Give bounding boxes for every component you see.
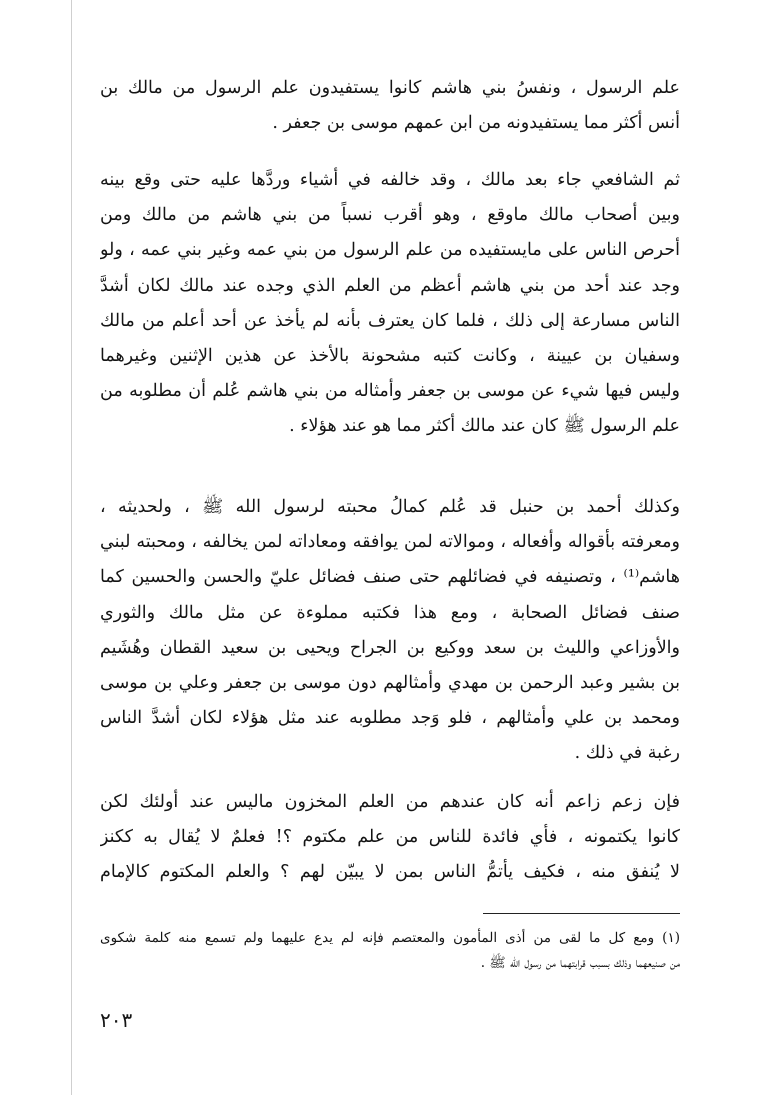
text-line: الناس مسارعة إلى ذلك ، فلما كان يعترف بأنه لم يأخذ عن أحد أعلم من مالك <box>100 310 680 331</box>
text-line: علم الرسول ﷺ كان عند مالك أكثر مما هو عند هؤلاء . <box>289 416 680 437</box>
text-line: وبين أصحاب مالك ماوقع ، وهو أقرب نسباً من بني هاشم من مالك ومن <box>100 205 680 226</box>
text-line: ومحمد بن علي وأمثالهم ، فلو وَجد مطلوبه عند مثل هؤلاء لكان أشدَّ الناس <box>100 708 680 729</box>
text-line: أحرص الناس على مايستفيده من علم الرسول من بني عمه وغير بني عمه ، ولو <box>100 240 680 261</box>
text-line: ثم الشافعي جاء بعد مالك ، وقد خالفه في أشياء وردَّها عليه حتى وقع بينه <box>100 170 680 190</box>
paragraph-2 <box>100 163 680 445</box>
footnote-line: من صنيعهما وذلك بسبب قرابتهما من رسول الله ﷺ . <box>480 955 680 971</box>
page-number: ٢٠٣ <box>100 1008 133 1032</box>
text-line: والأوزاعي والليث بن سعد ووكيع بن الجراح ويحيى بن سعيد القطان وهُشَيم <box>100 637 680 658</box>
text-line: صنف فضائل الصحابة ، ومع هذا فكتبه مملوءة عن مثل مالك والثوري <box>100 602 680 623</box>
text-line: هاشم⁽¹⁾ ، وتصنيفه في فضائلهم حتى صنف فضائل عليّ والحسن والحسين كما <box>100 567 680 588</box>
text-line: ومعرفته بأقواله وأفعاله ، وموالاته لمن يوافقه ومعاداته لمن يخالفه ، ومحبته لبني <box>100 532 680 553</box>
text-line: رغبة في ذلك . <box>574 743 680 764</box>
text-line: لا يُنفق منه ، فكيف يأتمُّ الناس بمن لا يبيّن لهم ؟ والعلم المكتوم كالإمام <box>100 862 680 883</box>
text-line: علم الرسول ، ونفسُ بني هاشم كانوا يستفيدون علم الرسول من مالك بن <box>100 78 680 98</box>
text-line: بن بشير وعبد الرحمن بن مهدي وأمثالهم دون موسى بن جعفر وعلي بن موسى <box>100 672 680 693</box>
text-line: وليس فيها شيء عن موسى بن جعفر وأمثاله من بني هاشم عُلم أن مطلوبه من <box>100 381 680 402</box>
footnote-line: (١) ومع كل ما لقى من أذى المأمون والمعتصم فإنه لم يدع عليهما ولم تسمع منه كلمة شكوى <box>100 930 680 946</box>
text-line: وكذلك أحمد بن حنبل قد عُلم كمالُ محبته لرسول الله ﷺ ، ولحديثه ، <box>100 497 680 517</box>
footnotes <box>100 926 680 976</box>
paragraph-3 <box>100 490 680 772</box>
text-line: فإن زعم زاعم أنه كان عندهم من العلم المخزون ماليس عند أولئك لكن <box>100 792 680 812</box>
text-line: وسفيان بن عيينة ، وكانت كتبه مشحونة بالأخذ عن هذين الإثنين وغيرهما <box>100 345 680 366</box>
paragraph-4 <box>100 785 680 891</box>
text-line: أنس أكثر مما يستفيدونه من ابن عمهم موسى بن جعفر . <box>272 113 680 134</box>
text-line: وجد عند أحد من بني هاشم أعظم من العلم الذي وجده عند مالك لكان أشدَّ <box>100 275 680 296</box>
paragraph-1 <box>100 71 680 141</box>
text-line: كانوا يكتمونه ، فأي فائدة للناس من علم مكتوم ؟! فعلمٌ لا يُقال به ككنز <box>100 827 680 848</box>
footnote-separator <box>483 913 680 914</box>
page-binding-line <box>71 0 72 1095</box>
